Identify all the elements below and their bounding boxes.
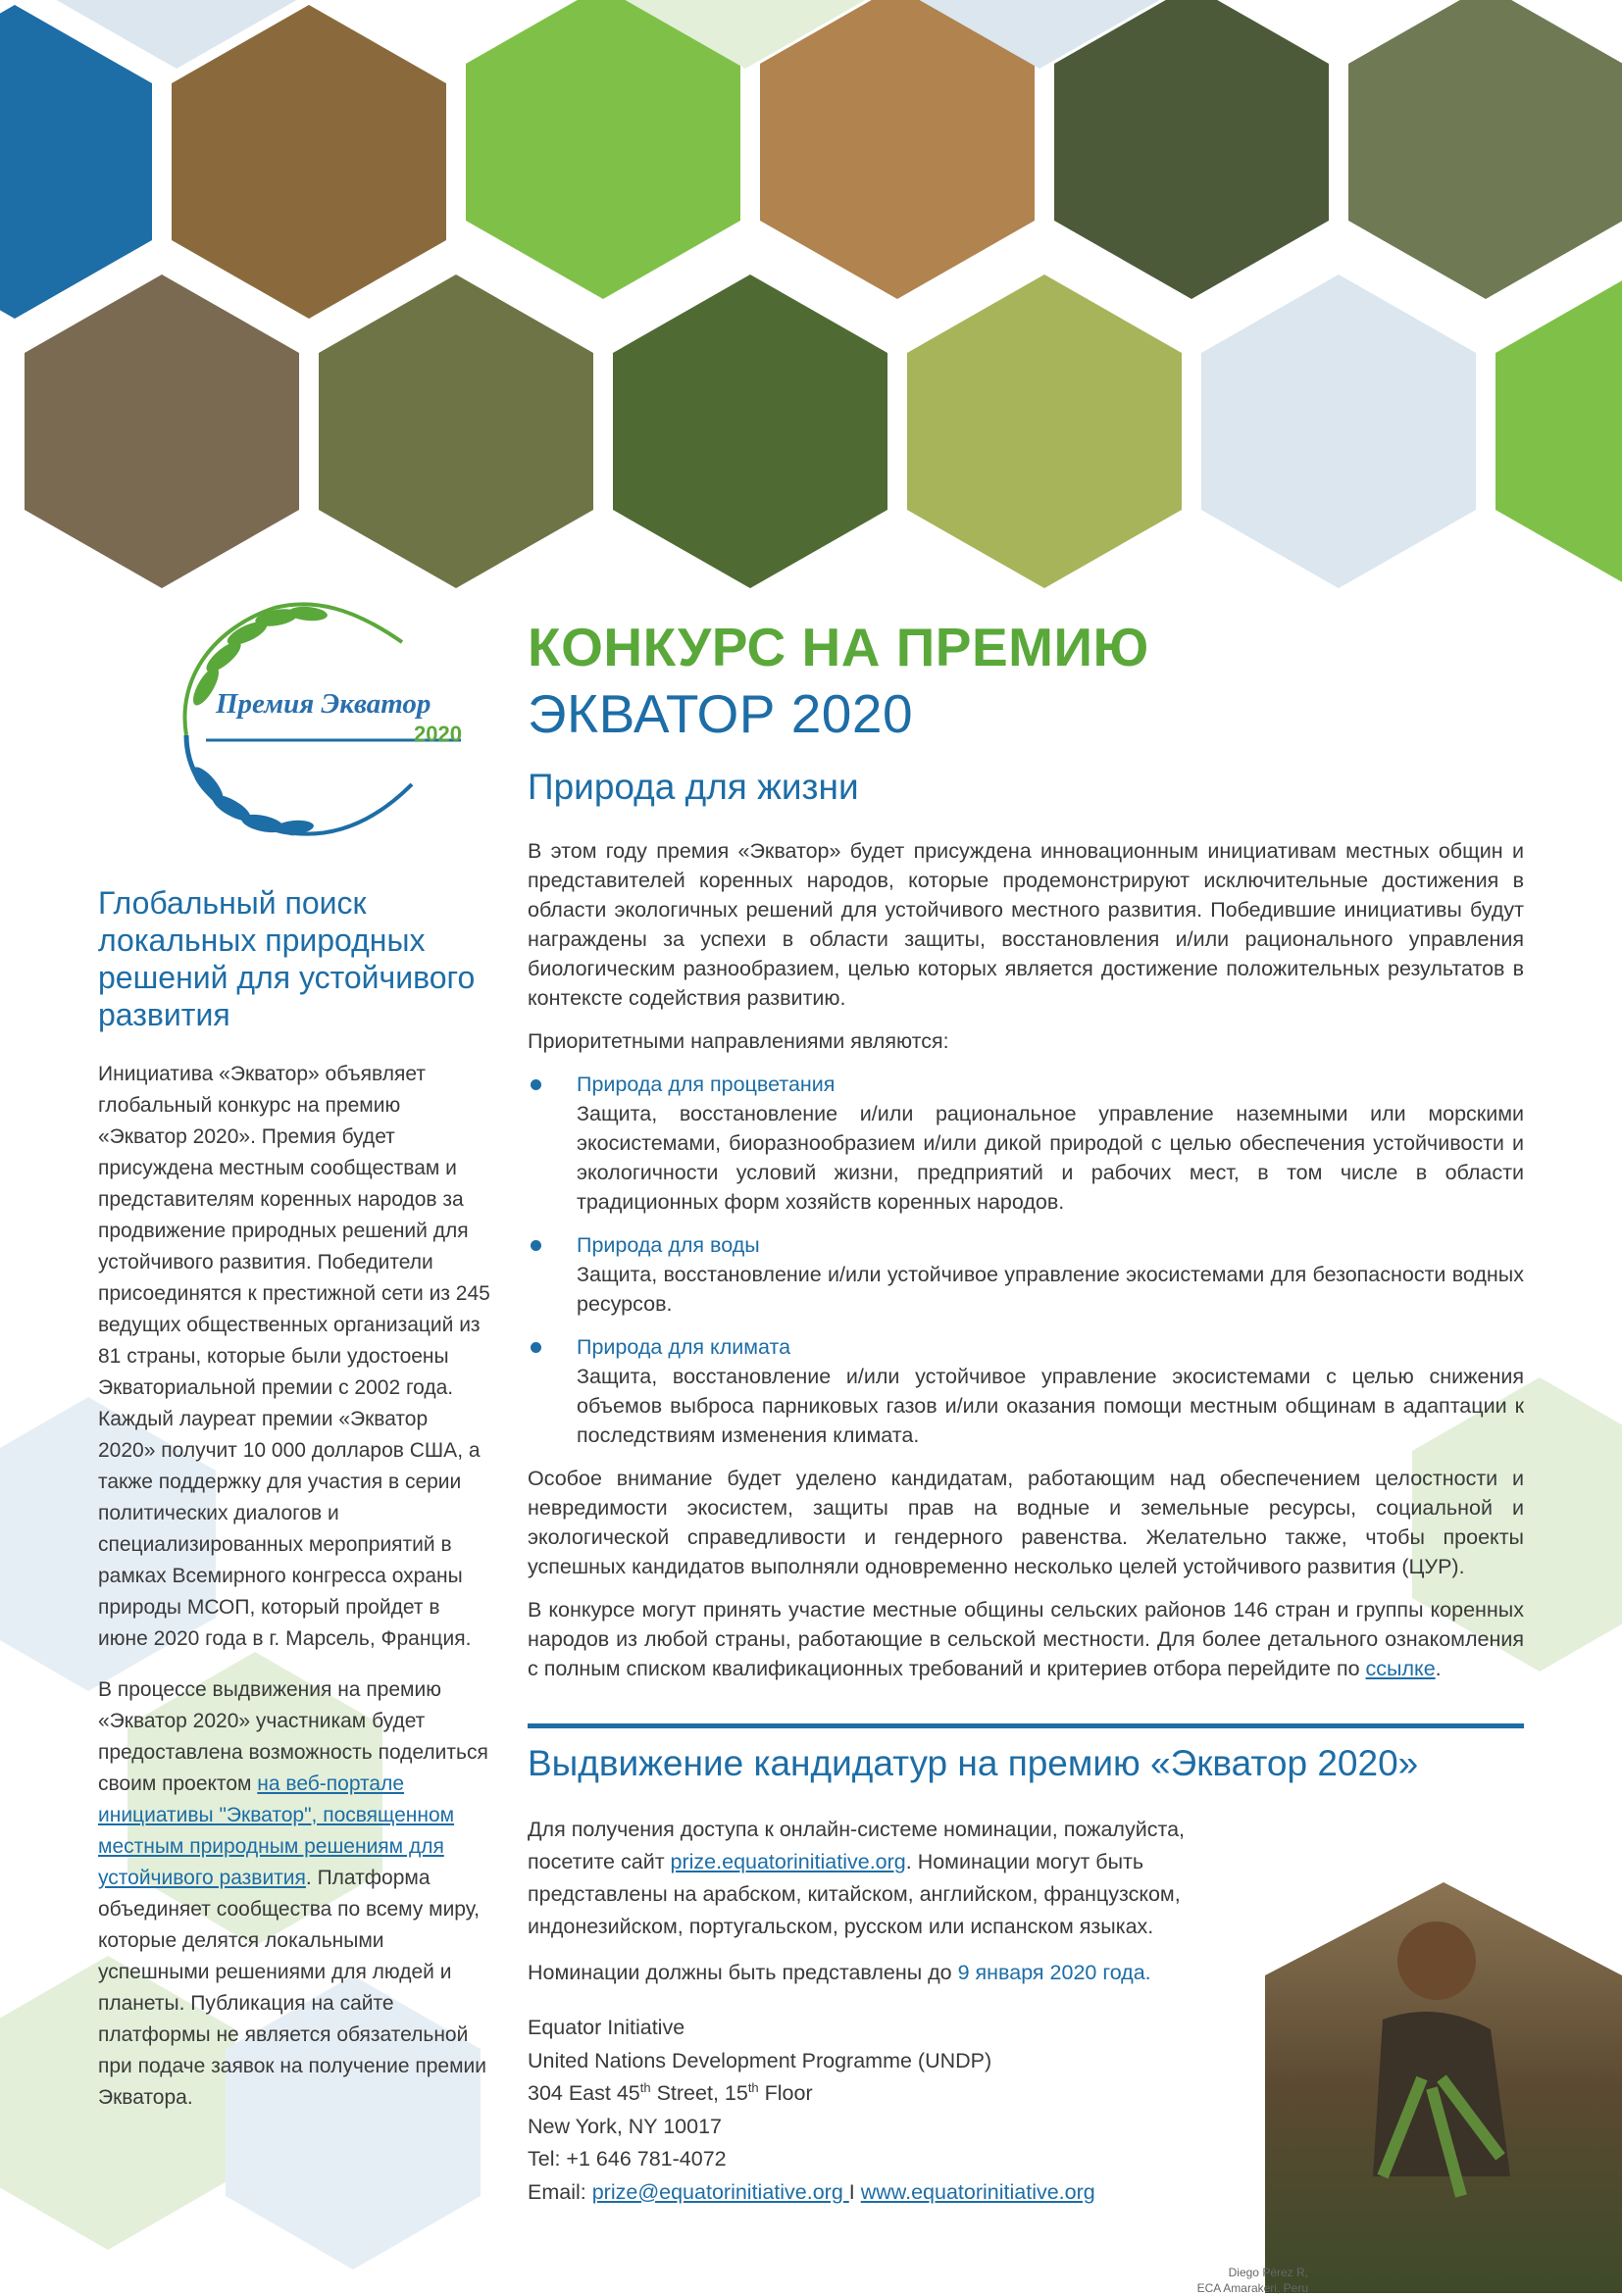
hex-photo-nursery	[1054, 0, 1329, 299]
deadline-text: Номинации должны быть представлены до	[528, 1961, 958, 1984]
email-label: Email:	[528, 2179, 592, 2204]
page-subtitle: Природа для жизни	[528, 767, 859, 807]
intro-paragraph: В этом году премия «Экватор» будет присуждена инновационным инициативам местных общин и представителей коренных народов, которые продемонстрируют исключительные достижения в области экологичных решений для устойчивого местного развития. Победившие инициативы будут награждены за успехи в области защиты, восстановления и/или рационального управления биологическим разнообразием, целью которых является достижение положительных результатов в контексте содействия развитию.	[528, 839, 1524, 1010]
hex-photo-woman-peppers	[172, 5, 446, 319]
left-content	[98, 1059, 490, 2133]
list-item	[528, 1070, 1524, 1217]
credit-line2: ECA Amarakeri, Peru	[1196, 2281, 1308, 2295]
deadline-paragraph	[528, 1957, 1273, 1989]
main-content	[528, 836, 1524, 1697]
bullet-text: Защита, восстановление и/или устойчивое управление экосистемами для безопасности водных ресурсов.	[577, 1263, 1524, 1316]
street-part: Floor	[758, 2081, 813, 2105]
credit-line1: Diego Pérez R,	[1228, 2266, 1308, 2279]
nomination-paragraph	[528, 1814, 1273, 1943]
hexagon-photo-mosaic	[0, 0, 1622, 627]
bullet-text: Защита, восстановление и/или устойчивое управление экосистемами с целью снижения объемов выброса парниковых газов и/или оказания помощи местным общинам в адаптации к последствиям изменения климата.	[577, 1365, 1524, 1447]
email-link[interactable]: prize@equatorinitiative.org	[591, 2179, 849, 2204]
logo-text: Премия Экватор	[216, 688, 431, 720]
deadline-date: 9 января 2020 года.	[957, 1961, 1151, 1984]
hex-photo-river	[1348, 0, 1622, 299]
address-email-line	[528, 2176, 1273, 2210]
eligibility-end: .	[1435, 1657, 1442, 1680]
address-org: Equator Initiative	[528, 2016, 685, 2039]
nomination-text: Для получения доступа к онлайн-системе номинации, пожалуйста, посетите сайт	[528, 1818, 1186, 1873]
bullet-title: Природа для воды	[577, 1233, 760, 1257]
contact-address	[528, 2012, 1273, 2209]
eligibility-link[interactable]: ссылке	[1365, 1657, 1436, 1680]
separator: I	[848, 2179, 861, 2204]
hex-photo-woman-cacao	[613, 275, 887, 588]
address-city: New York, NY 10017	[528, 2114, 723, 2138]
hex-photo-man	[25, 275, 299, 588]
left-heading: Глобальный поиск локальных природных решений для устойчивого развития	[98, 885, 476, 1032]
hex-green-right	[1495, 275, 1622, 588]
attention-paragraph: Особое внимание будет уделено кандидатам, работающим над обеспечением целостности и невредимости экосистем, защиты прав на водные и земельные ресурсы, социальной и экологической справедливости и гендерного равенства. Желательно также, чтобы проекты успешных кандидатов выполняли одновременно несколько целей устойчивого развития (ЦУР).	[528, 1467, 1524, 1578]
hex-lightblue-right	[1201, 275, 1476, 588]
prize-site-link[interactable]: prize.equatorinitiative.org	[670, 1850, 906, 1873]
left-p2-text: В процессе выдвижения на премию «Экватор 2020» участникам будет предоставлена возможность поделиться своим проектом	[98, 1678, 488, 1795]
bullet-title: Природа для климата	[577, 1335, 791, 1359]
eligibility-paragraph	[528, 1595, 1524, 1683]
logo-year: 2020	[414, 722, 462, 746]
priorities-list	[528, 1070, 1524, 1450]
page-title-line1: КОНКУРС НА ПРЕМИЮ	[528, 617, 1149, 677]
bullet-title: Природа для процветания	[577, 1073, 836, 1096]
street-sup: th	[747, 2079, 759, 2095]
nomination-heading: Выдвижение кандидатур на премию «Экватор 2020»	[528, 1743, 1419, 1783]
bullet-dot-icon	[531, 1240, 541, 1251]
address-street	[528, 2077, 1273, 2111]
street-part: Street, 15	[650, 2081, 748, 2105]
hex-photo-woman-hat	[907, 275, 1182, 588]
hex-photo-woman-pink	[760, 0, 1035, 299]
street-part: 304 East 45	[528, 2081, 640, 2105]
website-link[interactable]: www.equatorinitiative.org	[860, 2179, 1095, 2204]
bullet-dot-icon	[531, 1342, 541, 1353]
bullet-dot-icon	[531, 1079, 541, 1090]
hex-blue-left	[0, 5, 152, 319]
eligibility-text: В конкурсе могут принять участие местные общины сельских районов 146 стран и группы коренных народов из любой страны, работающие в сельской местности. Для более детального ознакомления с полным списком квалификационных требований и критериев отбора перейдите по	[528, 1598, 1524, 1680]
section-divider	[528, 1723, 1524, 1728]
bullet-text: Защита, восстановление и/или рациональное управление наземными или морскими экосистемами, биоразнообразием и/или дикой природой с целью обеспечения устойчивости и экологичности условий жизни, предприятий и рабочих мест, в том числе в области традиционных форм хозяйств коренных народов.	[577, 1102, 1524, 1214]
page-title-line2: ЭКВАТОР 2020	[528, 683, 914, 744]
hex-green-1	[466, 0, 740, 299]
nomination-content	[528, 1814, 1273, 2003]
portal-link[interactable]: на веб-портале инициативы "Экватор", посвященном местным природным решениям для устойчивого развития	[98, 1772, 455, 1889]
photo-credit	[1197, 2265, 1308, 2296]
list-item	[528, 1230, 1524, 1319]
list-item	[528, 1332, 1524, 1450]
hex-photo-cacao-harvest	[319, 275, 593, 588]
nomination-text-end: . Номинации могут быть представлены на арабском, китайском, английском, французском, индонезийском, португальском, русском или испанском языках.	[528, 1850, 1181, 1938]
photo-man-with-plants	[1265, 1882, 1622, 2293]
left-paragraph-1: Инициатива «Экватор» объявляет глобальный конкурс на премию «Экватор 2020». Премия будет присуждена местным сообществам и представителям коренных народов за продвижение природных решений для устойчивого развития. Победители присоединятся к престижной сети из 245 ведущих общественных организаций из 81 страны, которые были удостоены Экваториальной премии с 2002 года. Каждый лауреат премии «Экватор 2020» получит 10 000 долларов США, а также поддержку для участия в серии политических диалогов и специализированных мероприятий в рамках Всемирного конгресса охраны природы МСОП, который пройдет в июне 2020 года в г. Марсель, Франция.	[98, 1063, 490, 1650]
priorities-label: Приоритетными направлениями являются:	[528, 1029, 949, 1053]
address-program: United Nations Development Programme (UNDP)	[528, 2048, 992, 2072]
equator-prize-logo	[147, 588, 481, 843]
address-tel: Tel: +1 646 781-4072	[528, 2147, 727, 2171]
left-paragraph-2	[98, 1674, 490, 2114]
left-p2-end: . Платформа объединяет сообщества по всему миру, которые делятся локальными успешными решениями для людей и планеты. Публикация на сайте платформы не является обязательной при подаче заявок на получение премии Экватора.	[98, 1867, 486, 2109]
street-sup: th	[639, 2079, 651, 2095]
